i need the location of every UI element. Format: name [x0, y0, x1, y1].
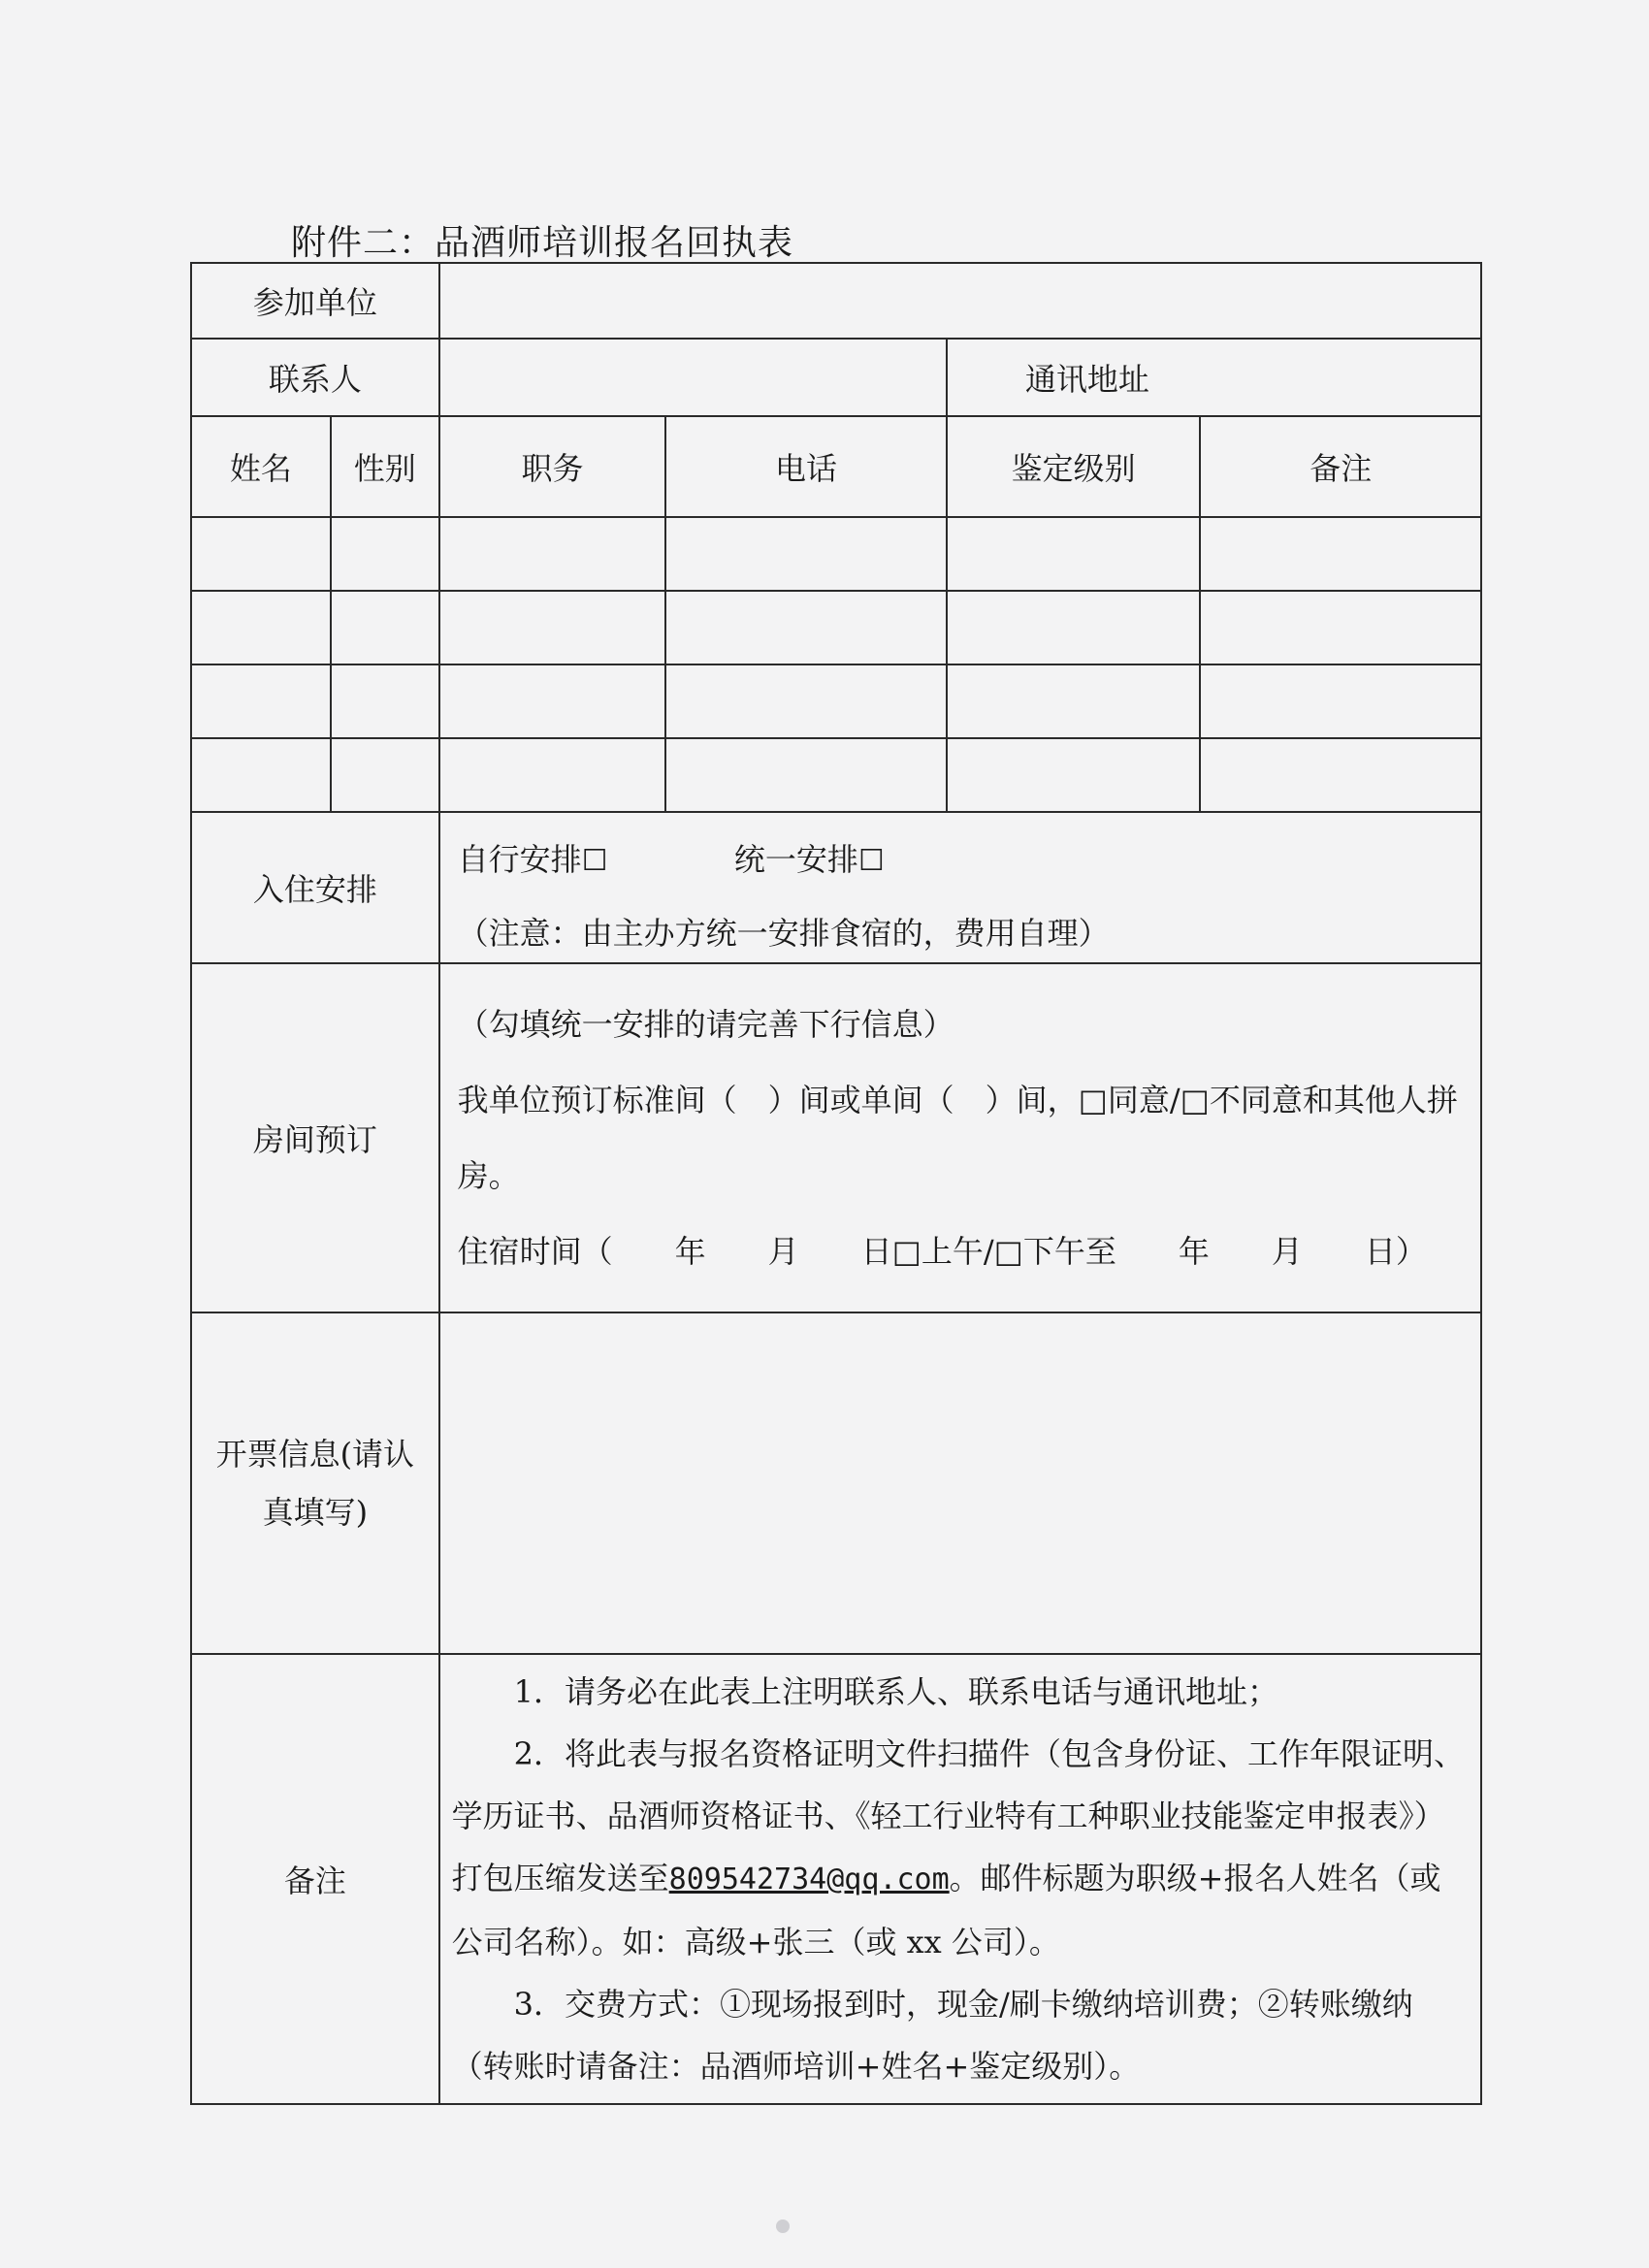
remark-cell[interactable] [1200, 591, 1481, 664]
position-header: 职务 [439, 416, 666, 517]
unit-row [191, 263, 1481, 339]
gender-cell[interactable] [331, 517, 439, 591]
name-cell[interactable] [191, 738, 331, 812]
checkbox-icon[interactable]: ☐ [857, 844, 885, 878]
contact-field[interactable] [439, 339, 947, 416]
phone-cell[interactable] [665, 591, 947, 664]
address-label: 通讯地址 [1024, 361, 1149, 398]
name-cell[interactable] [191, 664, 331, 738]
note-item-2-tail: 。邮件标题为职级+报名人姓名（或公司名称）。如：高级+张三（或 xx 公司）。 [451, 1860, 1441, 1960]
position-cell[interactable] [439, 591, 666, 664]
unit-label: 参加单位 [191, 263, 439, 339]
applicant-row [191, 517, 1481, 591]
contact-row [191, 339, 1481, 416]
name-header: 姓名 [191, 416, 331, 517]
position-cell[interactable] [439, 738, 666, 812]
room-booking-line[interactable]: 我单位预订标准间（ ）间或单间（ ）间，□同意/□不同意和其他人拼房。 [457, 1082, 1458, 1194]
position-cell[interactable] [439, 517, 666, 591]
stay-option-self[interactable] [458, 841, 618, 878]
gender-cell[interactable] [331, 664, 439, 738]
invoice-row [191, 1312, 1481, 1654]
applicant-header-row [191, 416, 1481, 517]
invoice-label: 开票信息(请认真填写) [191, 1312, 439, 1654]
stay-note: （注意：由主办方统一安排食宿的，费用自理） [457, 915, 1110, 952]
phone-cell[interactable] [665, 738, 947, 812]
stay-option-unified[interactable] [734, 841, 885, 878]
address-cell[interactable] [947, 339, 1481, 416]
applicant-row [191, 591, 1481, 664]
phone-cell[interactable] [665, 664, 947, 738]
applicant-row [191, 664, 1481, 738]
room-row [191, 963, 1481, 1312]
contact-label: 联系人 [191, 339, 439, 416]
note-item-1: 1．请务必在此表上注明联系人、联系电话与通讯地址； [513, 1673, 1279, 1710]
applicant-row [191, 738, 1481, 812]
remarks-row [191, 1654, 1481, 2104]
remarks-cell [439, 1654, 1481, 2104]
stay-option-self-label: 自行安排 [457, 841, 582, 878]
remark-cell[interactable] [1200, 738, 1481, 812]
room-label: 房间预订 [191, 963, 439, 1312]
unit-field[interactable] [439, 263, 1481, 339]
stay-cell [439, 812, 1481, 963]
gender-cell[interactable] [331, 738, 439, 812]
stay-option-unified-label: 统一安排 [733, 841, 858, 878]
note-item-2 [452, 1723, 1469, 1973]
gender-header: 性别 [331, 416, 439, 517]
phone-cell[interactable] [665, 517, 947, 591]
stay-period-line[interactable]: 住宿时间（ 年 月 日□上午/□下午至 年 月 日） [457, 1233, 1427, 1270]
note-item-2-text: 2．将此表与报名资格证明文件扫描件（包含身份证、工作年限证明、学历证书、品酒师资格证书、《轻工行业特有工种职业技能鉴定申报表》）打包压缩发送至 [451, 1735, 1466, 1896]
level-header: 鉴定级别 [947, 416, 1201, 517]
level-cell[interactable] [947, 591, 1201, 664]
level-cell[interactable] [947, 517, 1201, 591]
checkbox-icon[interactable]: ☐ [581, 844, 608, 878]
phone-header: 电话 [665, 416, 947, 517]
remark-header: 备注 [1200, 416, 1481, 517]
remark-cell[interactable] [1200, 664, 1481, 738]
gender-cell[interactable] [331, 591, 439, 664]
room-instruction: （勾填统一安排的请完善下行信息） [457, 1006, 954, 1043]
name-cell[interactable] [191, 517, 331, 591]
note-item-3: 3．交费方式：①现场报到时，现金/刷卡缴纳培训费；②转账缴纳（转账时请备注：品酒师培训+姓名+鉴定级别）。 [451, 1986, 1413, 2085]
scan-mark [776, 2219, 790, 2233]
room-cell[interactable] [439, 963, 1481, 1312]
level-cell[interactable] [947, 738, 1201, 812]
level-cell[interactable] [947, 664, 1201, 738]
page-title: 附件二：品酒师培训报名回执表 [291, 223, 794, 263]
remark-cell[interactable] [1200, 517, 1481, 591]
invoice-field[interactable] [439, 1312, 1481, 1654]
stay-label: 入住安排 [191, 812, 439, 963]
registration-form-table [190, 262, 1482, 2105]
name-cell[interactable] [191, 591, 331, 664]
email-link[interactable]: 809542734@qq.com [668, 1863, 950, 1896]
remarks-label: 备注 [191, 1654, 439, 2104]
stay-row [191, 812, 1481, 963]
position-cell[interactable] [439, 664, 666, 738]
